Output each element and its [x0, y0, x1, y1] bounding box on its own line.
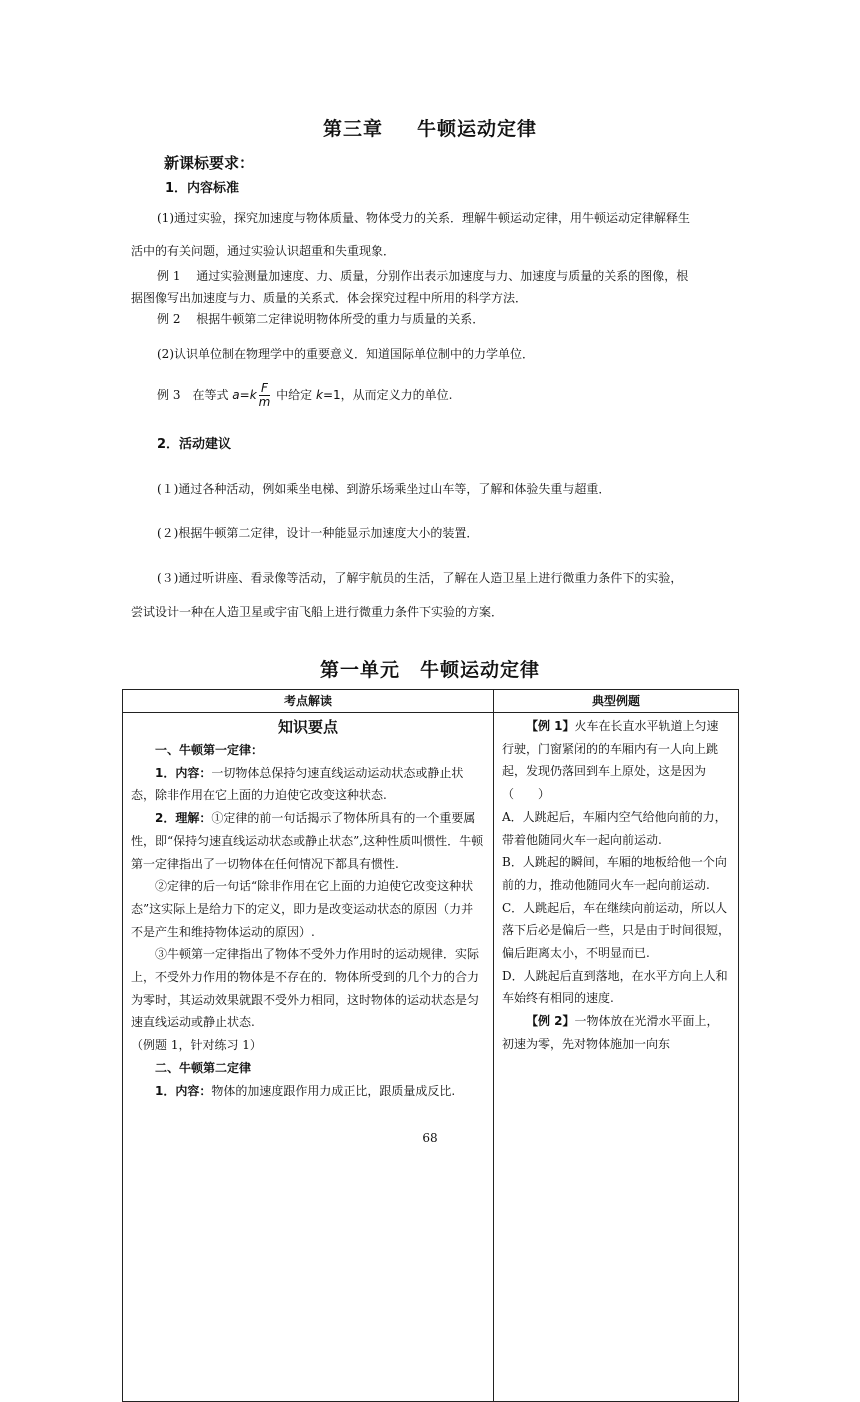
item2-line: (2)认识单位制在物理学中的重要意义．知道国际单位制中的力学单位． — [157, 347, 535, 361]
header-key-points: 考点解读 — [123, 690, 494, 713]
example3-suffix: ，从而定义力的单位. — [340, 388, 453, 402]
newton-first-law-heading: 一、牛顿第一定律： — [155, 743, 264, 757]
content-text-2: 物体的加速度跟作用力成正比，跟质量成反比. — [211, 1083, 456, 1098]
content-label: 1．内容： — [155, 765, 212, 780]
table-body-row — [123, 713, 739, 1402]
example3-line — [157, 380, 747, 410]
understanding-label: 2．理解： — [155, 811, 212, 826]
fraction-numerator: F — [259, 382, 271, 396]
requirements-heading: 新课标要求： — [164, 154, 255, 172]
activity-1: (１)通过各种活动，例如乘坐电梯、到游乐场乘坐过山车等，了解和体验失重与超重． — [157, 482, 611, 496]
first-law-point-2: ②定律的后一句话“除非作用在它上面的力迫使它改变这种状态”这实际上是给力下的定义，即力是改变运动状态的原因（力并不是产生和维持物体运动的原因）. — [131, 879, 474, 939]
example-2 — [502, 1010, 730, 1055]
chapter-title — [0, 114, 860, 141]
example-2-text: 一物体放在光滑水平面上，初速为零，先对物体施加一向东 — [502, 1014, 719, 1051]
chapter-number: 第三章 — [322, 118, 383, 140]
table-header-row — [123, 690, 739, 713]
example-2-label: 【例 2】 — [526, 1014, 575, 1029]
unit-number: 第一单元 — [319, 659, 400, 681]
knowledge-points-title: 知识要点 — [277, 718, 338, 736]
fraction-denominator: m — [258, 395, 271, 409]
header-examples: 典型例题 — [494, 690, 739, 713]
example1-line1: 例 1 通过实验测量加速度、力、质量，分别作出表示加速度与力、加速度与质量的关系的图像，根 — [157, 269, 689, 283]
example1-line2: 据图像写出加速度与力、质量的关系式．体会探究过程中所用的科学方法． — [131, 291, 528, 305]
example3-prefix: 例 3 在等式 — [157, 388, 233, 402]
content-standard-heading: 1．内容标准 — [165, 181, 240, 196]
newton-second-law-heading: 二、牛顿第二定律 — [155, 1060, 252, 1075]
var-a: a — [232, 388, 240, 402]
option-d: D．人跳起后直到落地，在水平方向上人和车始终有相同的速度. — [502, 968, 728, 1006]
activity-2: (２)根据牛顿第二定律，设计一种能显示加速度大小的装置． — [157, 526, 479, 540]
left-column — [123, 713, 494, 1402]
example-1 — [502, 715, 730, 806]
example-1-label: 【例 1】 — [526, 719, 575, 733]
option-b: B．人跳起的瞬间，车厢的地板给他一个向前的力，推动他随同火车一起向前运动. — [502, 855, 727, 892]
first-law-point-3: ③牛顿第一定律指出了物体不受外力作用时的运动规律．实际上，不受外力作用的物体是不存在的．物体所受到的几个力的合力为零时，其运动效果就跟不受外力相同，这时物体的运动状态是匀速直线运动或静止状态. — [131, 947, 480, 1030]
second-law-content — [131, 1080, 485, 1103]
first-law-understanding — [131, 807, 485, 875]
var-k-2: k — [315, 388, 323, 402]
example3-middle: 中给定 — [272, 388, 316, 402]
right-column — [494, 713, 739, 1402]
option-c: C．人跳起后，车在继续向前运动，所以人落下后必是偏后一些，只是由于时间很短，偏后距离太小，不明显而已. — [502, 900, 731, 961]
content-label-2: 1．内容： — [155, 1083, 212, 1098]
chapter-name: 牛顿运动定律 — [417, 118, 538, 140]
example-reference: （例题 1，针对练习 1） — [131, 1038, 262, 1053]
example2-line: 例 2 根据牛顿第二定律说明物体所受的重力与质量的关系． — [157, 312, 485, 326]
page-number: 68 — [422, 1131, 438, 1145]
content-text: 一切物体总保持匀速直线运动运动状态或静止状态，除非作用在它上面的力迫使它改变这种状态. — [131, 765, 464, 803]
item1-line1: (1)通过实验，探究加速度与物体质量、物体受力的关系．理解牛顿运动定律，用牛顿运动定律解释生 — [157, 211, 691, 225]
content-table — [122, 689, 739, 1402]
activity-3-line2: 尝试设计一种在人造卫星或宇宙飞船上进行微重力条件下实验的方案． — [131, 605, 504, 619]
equals-sign: = — [239, 388, 250, 402]
example-1-text: 火车在长直水平轨道上匀速行驶，门窗紧闭的的车厢内有一人向上跳起，发现仍落回到车上原处，这是因为 （ ） — [502, 719, 719, 802]
k-value: =1 — [322, 388, 341, 402]
unit-name: 牛顿运动定律 — [420, 659, 541, 681]
item1-line2: 活中的有关问题，通过实验认识超重和失重现象． — [131, 244, 396, 258]
understanding-text: ①定律的前一句话揭示了物体所具有的一个重要属性，即“保持匀速直线运动状态或静止状态”,这种性质叫惯性．牛顿第一定律指出了一切物体在任何情况下都具有惯性. — [131, 811, 484, 871]
activities-heading: 2．活动建议 — [157, 437, 232, 452]
var-k: k — [249, 388, 257, 402]
activity-3-line1: (３)通过听讲座、看录像等活动，了解宇航员的生活，了解在人造卫星上进行微重力条件下的实验， — [157, 571, 683, 585]
unit-title — [0, 655, 860, 682]
option-a: A．人跳起后，车厢内空气给他向前的力，带着他随同火车一起向前运动. — [502, 809, 727, 847]
fraction-f-over-m — [259, 382, 271, 409]
first-law-content — [131, 762, 485, 807]
